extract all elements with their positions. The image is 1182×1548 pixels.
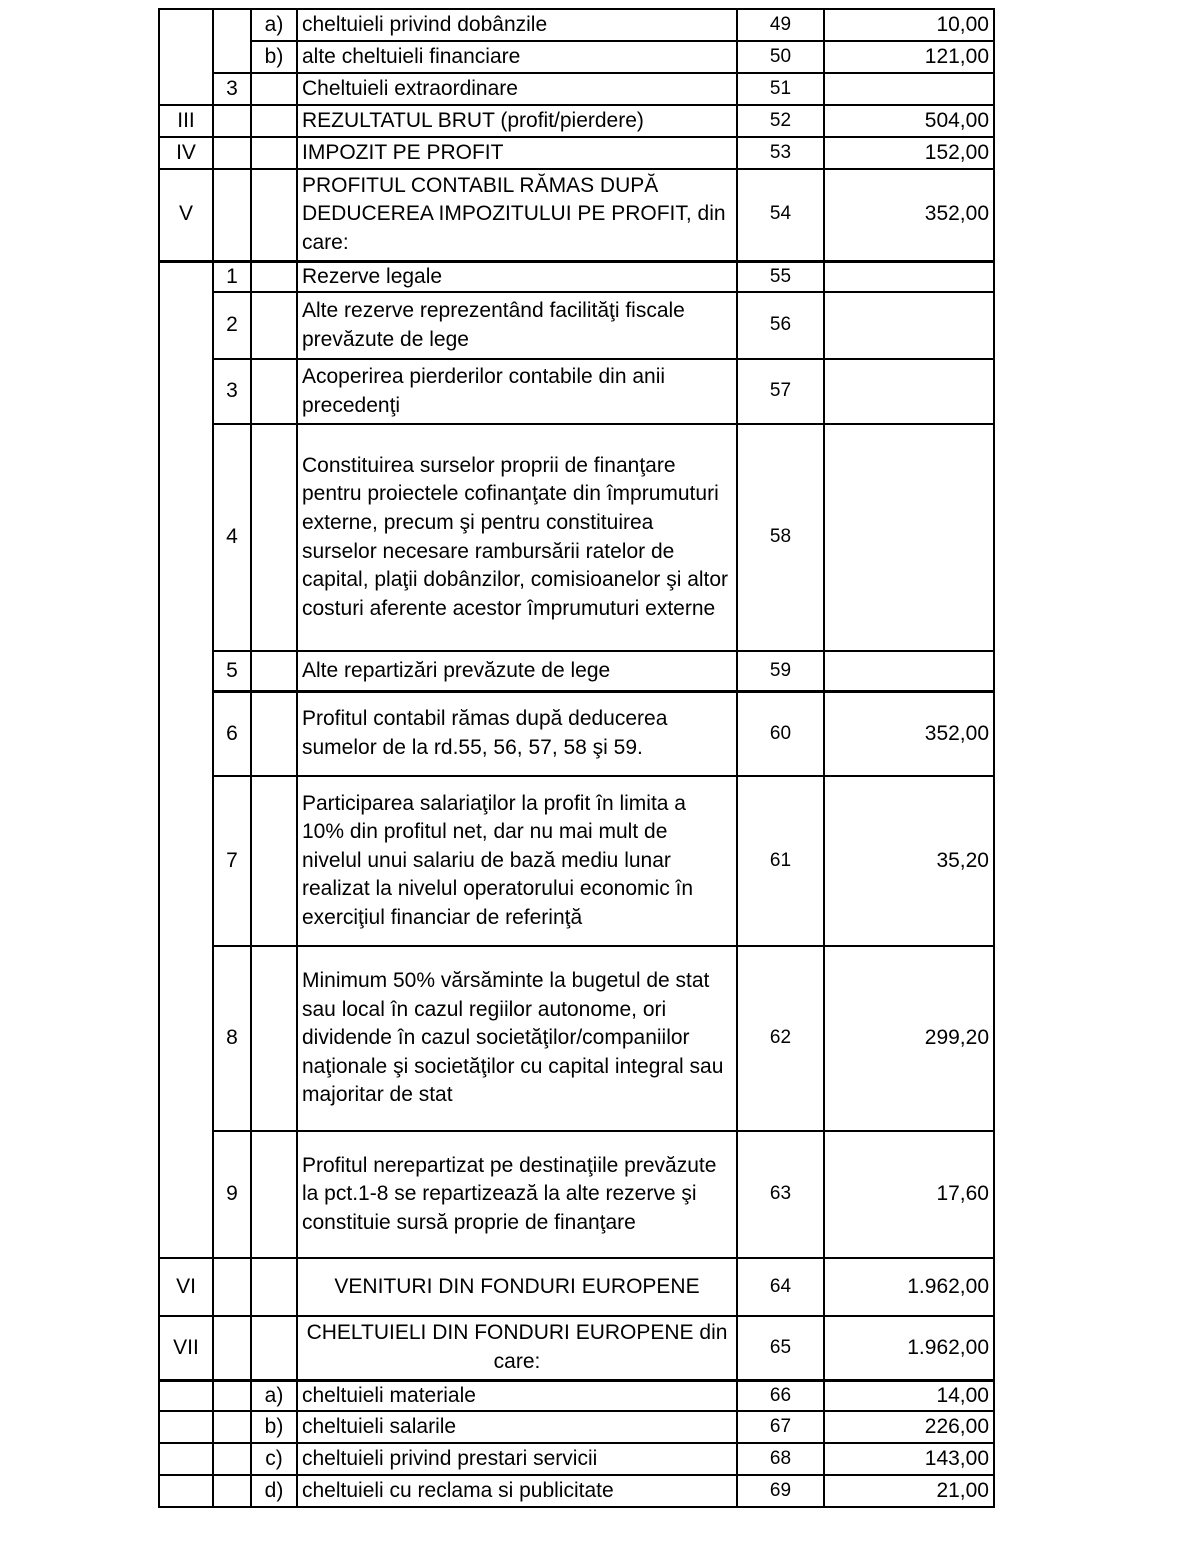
row-code-cell: 62 xyxy=(737,946,824,1131)
description-cell: REZULTATUL BRUT (profit/pierdere) xyxy=(297,105,737,137)
row-code-cell: 69 xyxy=(737,1475,824,1507)
value-cell: 152,00 xyxy=(824,137,994,169)
table-row xyxy=(159,1316,994,1380)
letter-cell: d) xyxy=(251,1475,297,1507)
description-cell: Constituirea surselor proprii de finanţare pentru proiectele cofinanţate din împrumuturi externe, precum şi pentru constituirea surselor necesare rambursării ratelor de capital, plaţii dobânzilor, comisioanelor şi altor costuri aferente acestor împrumuturi externe xyxy=(297,424,737,651)
value-cell: 299,20 xyxy=(824,946,994,1131)
value-cell: 35,20 xyxy=(824,776,994,946)
table-row xyxy=(159,1258,994,1316)
value-cell xyxy=(824,359,994,424)
row-code-cell: 57 xyxy=(737,359,824,424)
row-code-cell: 65 xyxy=(737,1316,824,1380)
number-cell xyxy=(213,9,251,73)
description-cell: alte cheltuieli financiare xyxy=(297,41,737,73)
row-code-cell: 59 xyxy=(737,651,824,691)
value-cell: 143,00 xyxy=(824,1443,994,1475)
table-row xyxy=(159,1380,994,1411)
letter-cell xyxy=(251,691,297,776)
letter-cell: c) xyxy=(251,1443,297,1475)
description-cell: Alte rezerve reprezentând facilităţi fiscale prevăzute de lege xyxy=(297,292,737,359)
value-cell: 1.962,00 xyxy=(824,1258,994,1316)
table-row xyxy=(159,105,994,137)
value-cell: 352,00 xyxy=(824,169,994,261)
letter-cell: b) xyxy=(251,1411,297,1443)
letter-cell xyxy=(251,137,297,169)
number-cell: 6 xyxy=(213,691,251,776)
table-row xyxy=(159,359,994,424)
value-cell xyxy=(824,292,994,359)
description-cell: cheltuieli privind dobânzile xyxy=(297,9,737,41)
roman-cell xyxy=(159,1380,213,1411)
roman-cell xyxy=(159,1411,213,1443)
description-cell: cheltuieli privind prestari servicii xyxy=(297,1443,737,1475)
row-code-cell: 68 xyxy=(737,1443,824,1475)
table-row xyxy=(159,41,994,73)
description-cell: Profitul contabil rămas după deducerea sumelor de la rd.55, 56, 57, 58 şi 59. xyxy=(297,691,737,776)
letter-cell: b) xyxy=(251,41,297,73)
number-cell xyxy=(213,1411,251,1443)
value-cell xyxy=(824,73,994,105)
roman-cell xyxy=(159,261,213,1258)
value-cell: 226,00 xyxy=(824,1411,994,1443)
letter-cell xyxy=(251,776,297,946)
table-row xyxy=(159,137,994,169)
letter-cell: a) xyxy=(251,1380,297,1411)
value-cell: 10,00 xyxy=(824,9,994,41)
description-cell: VENITURI DIN FONDURI EUROPENE xyxy=(297,1258,737,1316)
description-cell: Rezerve legale xyxy=(297,261,737,292)
letter-cell xyxy=(251,946,297,1131)
roman-cell xyxy=(159,9,213,105)
roman-cell: VII xyxy=(159,1316,213,1380)
row-code-cell: 64 xyxy=(737,1258,824,1316)
row-code-cell: 67 xyxy=(737,1411,824,1443)
number-cell: 7 xyxy=(213,776,251,946)
table-row xyxy=(159,1131,994,1258)
roman-cell xyxy=(159,1475,213,1507)
letter-cell: a) xyxy=(251,9,297,41)
description-cell: Profitul nerepartizat pe destinaţiile prevăzute la pct.1-8 se repartizează la alte rezerve şi constituie sursă proprie de finanţare xyxy=(297,1131,737,1258)
number-cell: 4 xyxy=(213,424,251,651)
letter-cell xyxy=(251,292,297,359)
letter-cell xyxy=(251,73,297,105)
table-row xyxy=(159,691,994,776)
row-code-cell: 55 xyxy=(737,261,824,292)
table-row xyxy=(159,73,994,105)
description-cell: Participarea salariaţilor la profit în limita a 10% din profitul net, dar nu mai mult de nivelul unui salariu de bază mediu lunar realizat la nivelul operatorului economic în exerciţiul financiar de referinţă xyxy=(297,776,737,946)
number-cell xyxy=(213,105,251,137)
row-code-cell: 60 xyxy=(737,691,824,776)
value-cell: 352,00 xyxy=(824,691,994,776)
number-cell: 2 xyxy=(213,292,251,359)
description-cell: Minimum 50% vărsăminte la bugetul de stat sau local în cazul regiilor autonome, ori dividende în cazul societăţilor/companiilor naţionale şi societăţilor cu capital integral sau majoritar de stat xyxy=(297,946,737,1131)
table-row xyxy=(159,292,994,359)
value-cell xyxy=(824,261,994,292)
roman-cell: III xyxy=(159,105,213,137)
profit-distribution-table xyxy=(158,8,995,1508)
roman-cell: VI xyxy=(159,1258,213,1316)
description-cell: cheltuieli salarile xyxy=(297,1411,737,1443)
row-code-cell: 63 xyxy=(737,1131,824,1258)
number-cell: 9 xyxy=(213,1131,251,1258)
table-row xyxy=(159,1443,994,1475)
number-cell xyxy=(213,1316,251,1380)
letter-cell xyxy=(251,1258,297,1316)
table-row xyxy=(159,1411,994,1443)
roman-cell: IV xyxy=(159,137,213,169)
table-row xyxy=(159,1475,994,1507)
row-code-cell: 56 xyxy=(737,292,824,359)
financial-statement-page xyxy=(158,8,993,1508)
table-row xyxy=(159,651,994,691)
letter-cell xyxy=(251,169,297,261)
number-cell xyxy=(213,169,251,261)
row-code-cell: 53 xyxy=(737,137,824,169)
number-cell xyxy=(213,1475,251,1507)
row-code-cell: 49 xyxy=(737,9,824,41)
letter-cell xyxy=(251,1316,297,1380)
letter-cell xyxy=(251,359,297,424)
row-code-cell: 61 xyxy=(737,776,824,946)
value-cell: 17,60 xyxy=(824,1131,994,1258)
number-cell xyxy=(213,1380,251,1411)
row-code-cell: 52 xyxy=(737,105,824,137)
roman-cell xyxy=(159,1443,213,1475)
row-code-cell: 50 xyxy=(737,41,824,73)
letter-cell xyxy=(251,105,297,137)
table-row xyxy=(159,776,994,946)
letter-cell xyxy=(251,261,297,292)
value-cell: 14,00 xyxy=(824,1380,994,1411)
description-cell: CHELTUIELI DIN FONDURI EUROPENE din care: xyxy=(297,1316,737,1380)
description-cell: IMPOZIT PE PROFIT xyxy=(297,137,737,169)
value-cell xyxy=(824,651,994,691)
value-cell: 504,00 xyxy=(824,105,994,137)
description-cell: cheltuieli materiale xyxy=(297,1380,737,1411)
value-cell: 21,00 xyxy=(824,1475,994,1507)
number-cell: 8 xyxy=(213,946,251,1131)
number-cell: 3 xyxy=(213,359,251,424)
description-cell: PROFITUL CONTABIL RĂMAS DUPĂ DEDUCEREA IMPOZITULUI PE PROFIT, din care: xyxy=(297,169,737,261)
row-code-cell: 51 xyxy=(737,73,824,105)
value-cell: 1.962,00 xyxy=(824,1316,994,1380)
number-cell: 3 xyxy=(213,73,251,105)
description-cell: Alte repartizări prevăzute de lege xyxy=(297,651,737,691)
value-cell: 121,00 xyxy=(824,41,994,73)
row-code-cell: 66 xyxy=(737,1380,824,1411)
letter-cell xyxy=(251,424,297,651)
letter-cell xyxy=(251,651,297,691)
row-code-cell: 54 xyxy=(737,169,824,261)
description-cell: Acoperirea pierderilor contabile din anii precedenţi xyxy=(297,359,737,424)
number-cell xyxy=(213,1258,251,1316)
number-cell xyxy=(213,137,251,169)
table-row xyxy=(159,169,994,261)
table-row xyxy=(159,946,994,1131)
row-code-cell: 58 xyxy=(737,424,824,651)
description-cell: cheltuieli cu reclama si publicitate xyxy=(297,1475,737,1507)
description-cell: Cheltuieli extraordinare xyxy=(297,73,737,105)
table-row xyxy=(159,261,994,292)
roman-cell: V xyxy=(159,169,213,261)
number-cell: 5 xyxy=(213,651,251,691)
table-row xyxy=(159,424,994,651)
value-cell xyxy=(824,424,994,651)
letter-cell xyxy=(251,1131,297,1258)
table-row xyxy=(159,9,994,41)
number-cell: 1 xyxy=(213,261,251,292)
number-cell xyxy=(213,1443,251,1475)
